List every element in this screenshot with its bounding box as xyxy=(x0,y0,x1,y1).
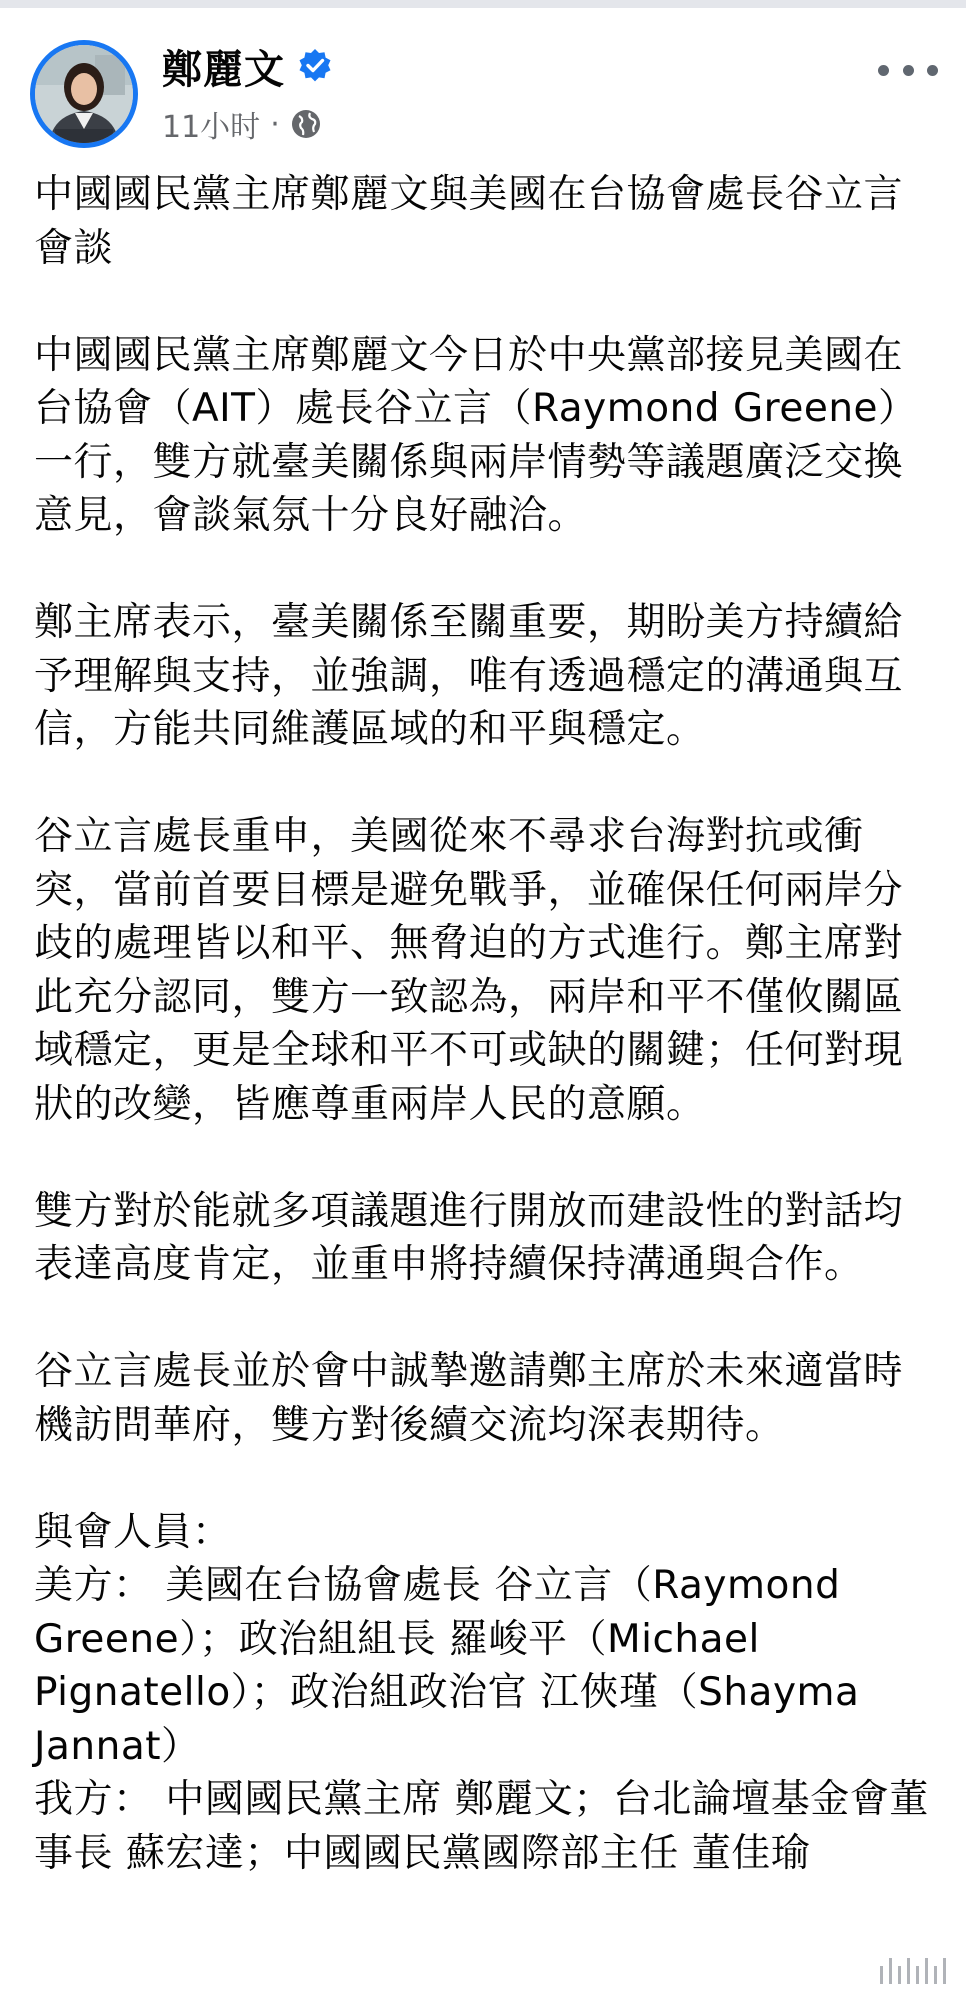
more-dot-icon xyxy=(878,65,889,76)
post-title: 中國國民黨主席鄭麗文與美國在台協會處長谷立言會談 xyxy=(34,172,904,271)
attendees-our-side: 我方： 中國國民黨主席 鄭麗文；台北論壇基金會董事長 蘇宏達；中國國民黨國際部主任 董佳瑜 xyxy=(34,1777,929,1876)
more-dot-icon xyxy=(903,65,914,76)
more-options-button[interactable] xyxy=(878,52,938,88)
post-header xyxy=(0,8,966,158)
author-avatar[interactable] xyxy=(30,40,138,148)
author-row xyxy=(162,38,333,94)
paragraph-5: 谷立言處長並於會中誠摯邀請鄭主席於未來適當時機訪問華府，雙方對後續交流均深表期待。 xyxy=(34,1349,904,1448)
post-meta xyxy=(162,104,322,144)
post-body xyxy=(34,168,934,1880)
avatar-photo xyxy=(35,45,133,143)
paragraph-3: 谷立言處長重申，美國從來不尋求台海對抗或衝突，當前首要目標是避免戰爭，並確保任何兩岸分歧的處理皆以和平、無脅迫的方式進行。鄭主席對此充分認同，雙方一致認為，兩岸和平不僅攸關區域穩定，更是全球和平不可或缺的關鍵；任何對現狀的改變，皆應尊重兩岸人民的意願。 xyxy=(34,814,904,1127)
globe-icon[interactable] xyxy=(290,108,322,140)
author-name[interactable]: 鄭麗文 xyxy=(162,46,285,93)
paragraph-2: 鄭主席表示，臺美關係至關重要，期盼美方持續給予理解與支持，並強調，唯有透過穩定的溝通與互信，方能共同維護區域的和平與穩定。 xyxy=(34,600,904,752)
attendees-label: 與會人員： xyxy=(34,1509,232,1555)
bottom-indicator-bars xyxy=(880,1958,946,1984)
attendees-us-side: 美方： 美國在台協會處長 谷立言（Raymond Greene）；政治組組長 羅峻平（Michael Pignatello）；政治組政治官 江俠瑾（Shayma Jannat） xyxy=(34,1563,860,1769)
verified-badge-icon xyxy=(297,48,333,84)
paragraph-4: 雙方對於能就多項議題進行開放而建設性的對話均表達高度肯定，並重申將持續保持溝通與合作。 xyxy=(34,1188,904,1287)
top-divider xyxy=(0,0,966,8)
paragraph-1: 中國國民黨主席鄭麗文今日於中央黨部接見美國在台協會（AIT）處長谷立言（Raymond Greene）一行，雙方就臺美關係與兩岸情勢等議題廣泛交換意見，會談氣氛十分良好融洽。 xyxy=(34,332,918,538)
more-dot-icon xyxy=(927,65,938,76)
meta-separator: · xyxy=(270,106,280,142)
post-timestamp[interactable]: 11小时 xyxy=(162,110,261,145)
